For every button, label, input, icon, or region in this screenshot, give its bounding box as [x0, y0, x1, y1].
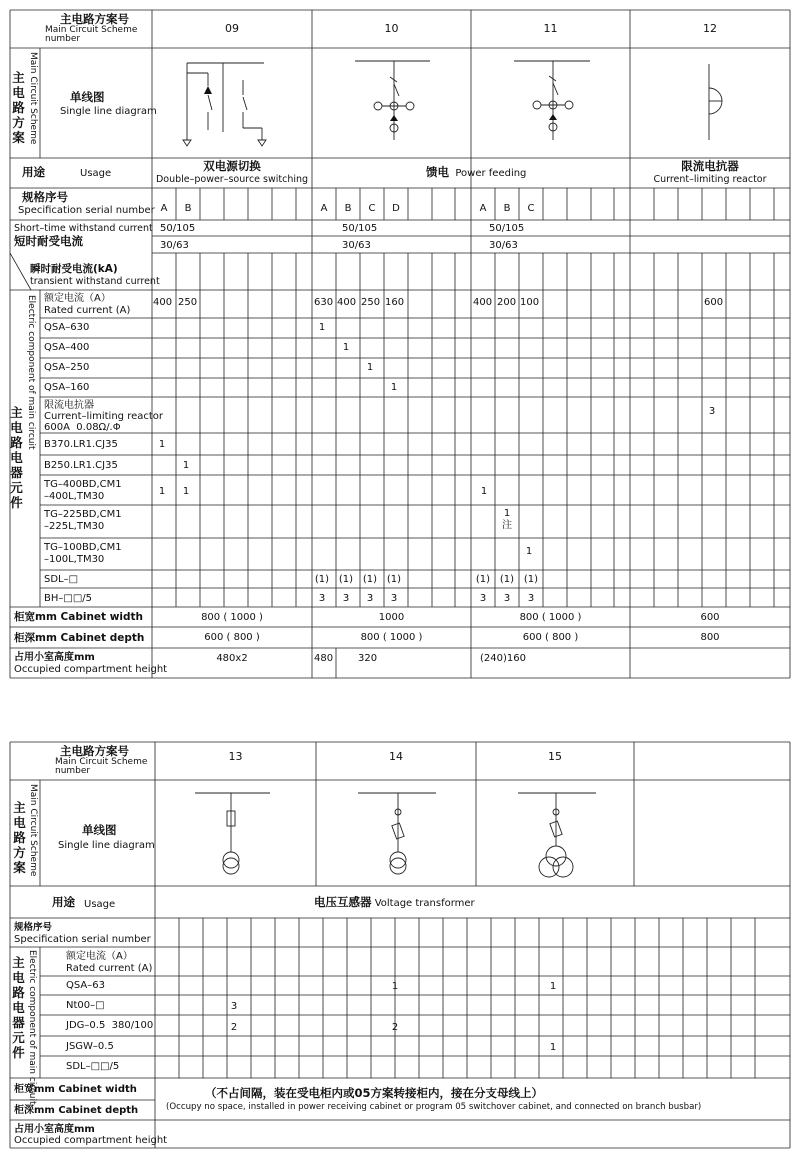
cabinet-depth-label-2: 柜深mm Cabinet depth	[14, 1105, 139, 1116]
component-label: Current–limiting reactor	[44, 411, 164, 422]
single-line-diagram-label-2-en: Single line diagram	[58, 840, 155, 851]
component-label-2: JDG–0.5 380/100	[66, 1020, 154, 1031]
sdl-value: (1)	[499, 574, 515, 585]
rated-value: 630	[314, 297, 334, 308]
cell-value-2: 2	[391, 1022, 399, 1033]
width-value: 800 ( 1000 )	[519, 612, 582, 623]
diagram-09	[183, 63, 266, 146]
scheme-13: 13	[228, 750, 243, 763]
sdl-value: (1)	[362, 574, 378, 585]
scheme-10: 10	[384, 22, 399, 35]
spec-label-2-en: Specification serial number	[14, 934, 151, 945]
diagram-10	[355, 61, 430, 140]
spec-letter: B	[184, 203, 192, 214]
scheme-09: 09	[225, 22, 239, 35]
spec-label-2: 规格序号	[14, 922, 53, 933]
diagram-12	[709, 64, 722, 140]
rated-value: 400	[153, 297, 173, 308]
placement-note-cn: （不占间隔，装在受电柜内或05方案转接柜内，接在分支母线上）	[205, 1086, 543, 1100]
sdl-value: (1)	[386, 574, 402, 585]
cabinet-depth-label: 柜深mm Cabinet depth	[14, 632, 145, 644]
component-label-2: SDL–□□/5	[66, 1061, 120, 1072]
bh-value: 3	[479, 593, 487, 604]
height-value: 320	[358, 653, 378, 664]
cell-value: 1	[342, 342, 350, 353]
usage-feeding: 馈电 Power feeding	[426, 165, 527, 179]
component-label: SDL–□	[44, 574, 79, 585]
compartment-height-label: 占用小室高度mm	[14, 652, 95, 663]
electric-component-cn-label-2: 主电路电器元件	[12, 955, 25, 1060]
usage-label-en: Usage	[80, 168, 112, 179]
scheme-number-label-2: 主电路方案号	[60, 744, 129, 758]
usage-09-en: Double–power–source switching	[155, 174, 309, 185]
component-label: TG–400BD,CM1	[44, 479, 122, 490]
spec-letter: A	[479, 203, 487, 214]
spec-letter: A	[160, 203, 168, 214]
transient-withstand-label: 瞬时耐受电流(kA)	[30, 263, 118, 275]
scheme-14: 14	[389, 750, 403, 763]
scheme-number-label-en: Main Circuit Scheme	[45, 25, 138, 35]
component-label: QSA–630	[44, 322, 90, 333]
component-label: BH–□□/5	[44, 593, 93, 604]
cell-value: 1	[182, 486, 190, 497]
component-label-2: Nt00–□	[66, 1000, 105, 1011]
component-label: B250.LR1.CJ35	[44, 460, 118, 471]
stw-value: 50/105	[489, 223, 525, 234]
component-label: B370.LR1.CJ35	[44, 439, 118, 450]
component-label: –400L,TM30	[44, 491, 105, 502]
usage-12-cn: 限流电抗器	[681, 159, 739, 173]
bh-value: 3	[318, 593, 326, 604]
spec-letter: D	[392, 203, 400, 214]
short-time-withstand-label: 短时耐受电流	[14, 234, 83, 248]
rated-value: 100	[520, 297, 540, 308]
single-line-diagram-label-en: Single line diagram	[60, 106, 157, 117]
cell-value: 1	[366, 362, 374, 373]
spec-letter: B	[344, 203, 352, 214]
component-label: TG–225BD,CM1	[44, 509, 122, 520]
rated-current-label-en: Rated current (A)	[44, 305, 131, 316]
sdl-value: (1)	[523, 574, 539, 585]
scheme-number-label-2-en: Main Circuit Scheme	[55, 757, 148, 767]
cell-value: 1	[390, 382, 398, 393]
component-label-2: QSA–63	[66, 980, 105, 991]
rated-value: 400	[473, 297, 493, 308]
cabinet-width-label-2: 柜宽mm Cabinet width	[14, 1084, 137, 1095]
component-label: QSA–250	[44, 362, 90, 373]
sdl-value: (1)	[475, 574, 491, 585]
compartment-height-label-en: Occupied compartment height	[14, 664, 168, 675]
scheme-number-label-en2: number	[45, 34, 81, 44]
spec-letter: C	[527, 203, 535, 214]
bh-value: 3	[390, 593, 398, 604]
single-line-diagram-label: 单线图	[70, 90, 105, 104]
spec-label-en: Specification serial number	[18, 205, 155, 216]
rated-value: 600	[704, 297, 724, 308]
component-label: QSA–160	[44, 382, 90, 393]
cell-value: 1	[182, 460, 190, 471]
single-line-diagram-label-2: 单线图	[82, 823, 117, 837]
bh-value: 3	[527, 593, 535, 604]
spec-letter: B	[503, 203, 511, 214]
usage-label-2: 用途	[52, 895, 75, 909]
width-value: 800 ( 1000 )	[201, 612, 263, 623]
note-mark: 注	[502, 520, 512, 531]
rated-current-label-2: 额定电流（A）	[66, 951, 133, 962]
short-time-withstand-label-en: Short–time withstand current	[14, 223, 153, 234]
electric-component-cn-label: 主电路电器元件	[10, 405, 23, 510]
cell-value-2: 2	[230, 1022, 238, 1033]
usage-voltage-transformer: 电压互感器 Voltage transformer	[314, 895, 475, 909]
scheme-11: 11	[543, 22, 558, 35]
height-value: 480	[314, 653, 334, 664]
sdl-value: (1)	[314, 574, 330, 585]
component-label: 600A 0.08Ω/.Φ	[44, 422, 121, 433]
cell-value: 1	[525, 546, 533, 557]
bh-value: 3	[503, 593, 511, 604]
width-value: 600	[700, 612, 720, 623]
scheme-15: 15	[548, 750, 562, 763]
stw-value: 50/105	[160, 223, 196, 234]
main-circuit-cn-label: 主电路方案	[12, 70, 25, 145]
depth-value: 600 ( 800 )	[204, 632, 260, 643]
cell-value: 3	[708, 406, 716, 417]
main-circuit-cn-label-2: 主电路方案	[13, 800, 26, 875]
rated-value: 200	[497, 297, 517, 308]
spec-label: 规格序号	[22, 190, 68, 204]
cell-value: 1	[158, 439, 166, 450]
spec-letter: A	[320, 203, 328, 214]
scheme-number-label: 主电路方案号	[60, 12, 129, 26]
diagram-15	[518, 793, 596, 877]
sdl-value: (1)	[338, 574, 354, 585]
width-value: 1000	[378, 612, 405, 623]
scheme-number-label-2-en2: number	[55, 766, 91, 776]
component-label: –225L,TM30	[44, 521, 105, 532]
scheme-12: 12	[703, 22, 717, 35]
cell-value: 1	[318, 322, 326, 333]
usage-label: 用途	[22, 165, 45, 179]
cell-value: 1	[480, 486, 488, 497]
stw-value: 30/63	[160, 240, 189, 251]
stw-value: 30/63	[342, 240, 371, 251]
rated-current-label-2-en: Rated current (A)	[66, 963, 153, 974]
transient-withstand-label-en: transient withstand current	[30, 276, 160, 287]
diagram-11	[514, 61, 590, 140]
cell-value-2: 3	[230, 1001, 238, 1012]
height-value: 480x2	[216, 653, 248, 664]
rated-value: 250	[178, 297, 198, 308]
diagram-13	[195, 793, 270, 874]
diagram-14	[358, 793, 436, 874]
cell-value-2: 1	[549, 1042, 557, 1053]
usage-09-cn: 双电源切换	[203, 159, 261, 173]
component-label-2: JSGW–0.5	[66, 1041, 114, 1052]
component-label: 限流电抗器	[44, 400, 94, 411]
placement-note-en: (Occupy no space, installed in power receiving cabinet or program 05 switchover cabinet, and connected on branch busbar)	[166, 1102, 702, 1112]
cell-value: 1	[503, 508, 511, 519]
rated-current-label: 额定电流（A）	[44, 293, 111, 304]
cell-value-2: 1	[391, 981, 399, 992]
cell-value-2: 1	[549, 981, 557, 992]
component-label: –100L,TM30	[44, 554, 105, 565]
rated-value: 250	[361, 297, 381, 308]
compartment-height-label-2-en: Occupied compartment height	[14, 1135, 168, 1146]
cell-value: 1	[158, 486, 166, 497]
main-circuit-en-label: Main Circuit Scheme	[28, 52, 38, 145]
stw-value: 30/63	[489, 240, 518, 251]
electric-component-en-label-2: Electric component of main circuit	[27, 950, 37, 1105]
depth-value: 800	[700, 632, 720, 643]
depth-value: 600 ( 800 )	[522, 632, 579, 643]
cabinet-width-label: 柜宽mm Cabinet width	[14, 611, 144, 623]
bh-value: 3	[342, 593, 350, 604]
spec-letter: C	[368, 203, 376, 214]
compartment-height-label-2: 占用小室高度mm	[14, 1124, 95, 1135]
component-label: TG–100BD,CM1	[44, 542, 122, 553]
usage-label-2-en: Usage	[84, 899, 116, 910]
main-circuit-en-label-2: Main Circuit Scheme	[28, 784, 38, 877]
height-value: (240)160	[480, 653, 526, 664]
depth-value: 800 ( 1000 )	[360, 632, 423, 643]
bh-value: 3	[366, 593, 374, 604]
electric-component-en-label: Electric component of main circuit	[26, 295, 36, 450]
stw-value: 50/105	[342, 223, 378, 234]
rated-value: 400	[337, 297, 357, 308]
usage-12-en: Current–limiting reactor	[653, 174, 767, 185]
component-label: QSA–400	[44, 342, 90, 353]
rated-value: 160	[385, 297, 405, 308]
